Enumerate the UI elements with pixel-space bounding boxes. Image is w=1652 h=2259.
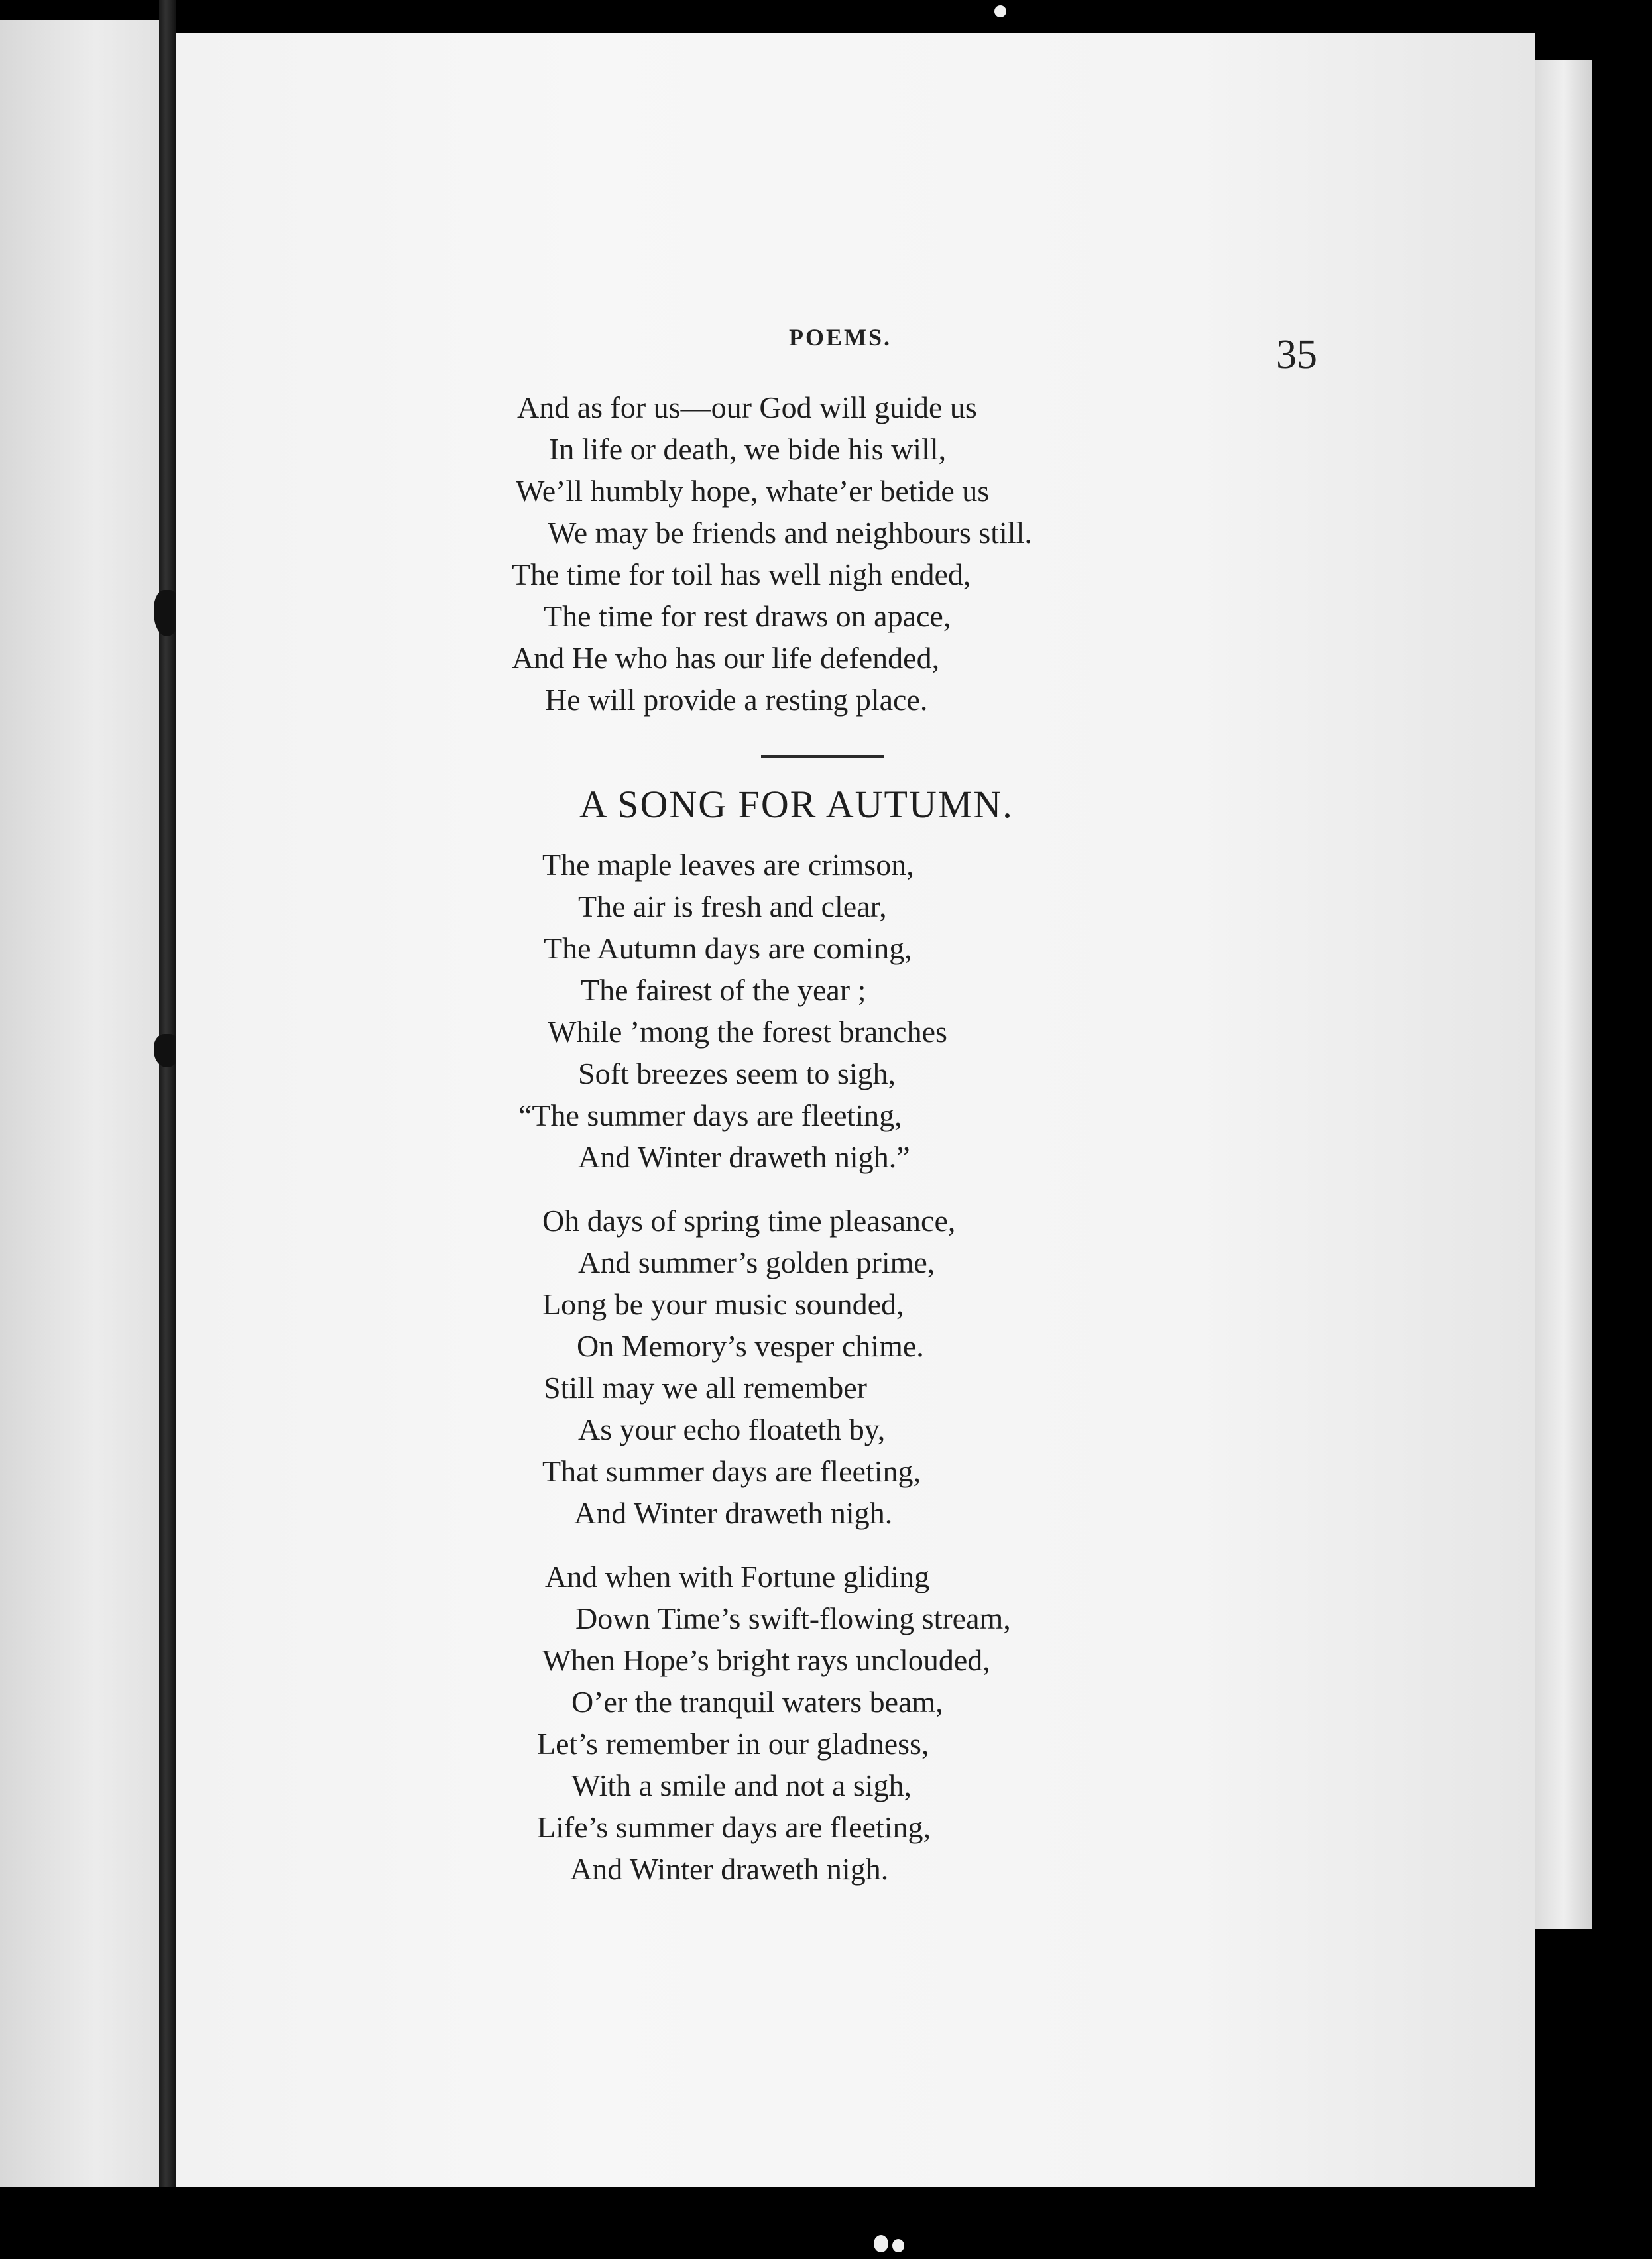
poem-line: Oh days of spring time pleasance, [542,1204,956,1238]
poem-line: We may be friends and neighbours still. [548,516,1032,550]
poem-line: “The summer days are fleeting, [518,1098,902,1132]
scan-speck [994,5,1006,17]
page-edge [1535,60,1592,1929]
poem-line: When Hope’s bright rays unclouded, [542,1643,990,1677]
poem-line: With a smile and not a sigh, [571,1768,912,1802]
page-number: 35 [1276,332,1317,377]
poem-line: And Winter draweth nigh. [570,1852,889,1886]
poem-line: The air is fresh and clear, [578,890,887,923]
poem-line: And He who has our life defended, [512,641,940,675]
poem-line: Soft breezes seem to sigh, [578,1057,896,1090]
poem-line: As your echo floateth by, [578,1413,886,1446]
poem-line: That summer days are fleeting, [542,1454,921,1488]
poem-line: And Winter draweth nigh. [574,1496,893,1530]
poem-line: In life or death, we bide his will, [549,432,947,466]
poem-title: A SONG FOR AUTUMN. [579,783,1014,826]
poem-line: On Memory’s vesper chime. [577,1329,924,1363]
poem-line: Still may we all remember [544,1371,867,1405]
poem-line: And summer’s golden prime, [578,1245,935,1279]
poem-line: And Winter draweth nigh.” [578,1140,910,1174]
poem-line: Let’s remember in our gladness, [537,1727,929,1761]
section-divider [761,755,884,758]
poem-line: While ’mong the forest branches [548,1015,947,1049]
poem-line: O’er the tranquil waters beam, [571,1685,943,1719]
poem-line: Down Time’s swift-flowing stream, [575,1601,1011,1635]
poem-line: The Autumn days are coming, [544,931,912,965]
poem-line: And when with Fortune gliding [545,1560,930,1593]
poem-line: The time for rest draws on apace, [544,599,951,633]
poem-line: The fairest of the year ; [581,973,866,1007]
scan-speck [874,2235,888,2252]
poem-line: Long be your music sounded, [542,1287,904,1321]
book-gutter [159,0,176,2187]
poem-line: The maple leaves are crimson, [542,848,914,882]
poem-line: Life’s summer days are fleeting, [537,1810,931,1844]
poem-line: The time for toil has well nigh ended, [512,557,971,591]
facing-page [0,20,159,2187]
poem-line: We’ll humbly hope, whate’er betide us [516,474,990,508]
scan-speck [892,2239,904,2252]
poem-line: He will provide a resting place. [545,683,928,717]
running-head: POEMS. [789,324,892,351]
poem-line: And as for us—our God will guide us [517,390,977,424]
